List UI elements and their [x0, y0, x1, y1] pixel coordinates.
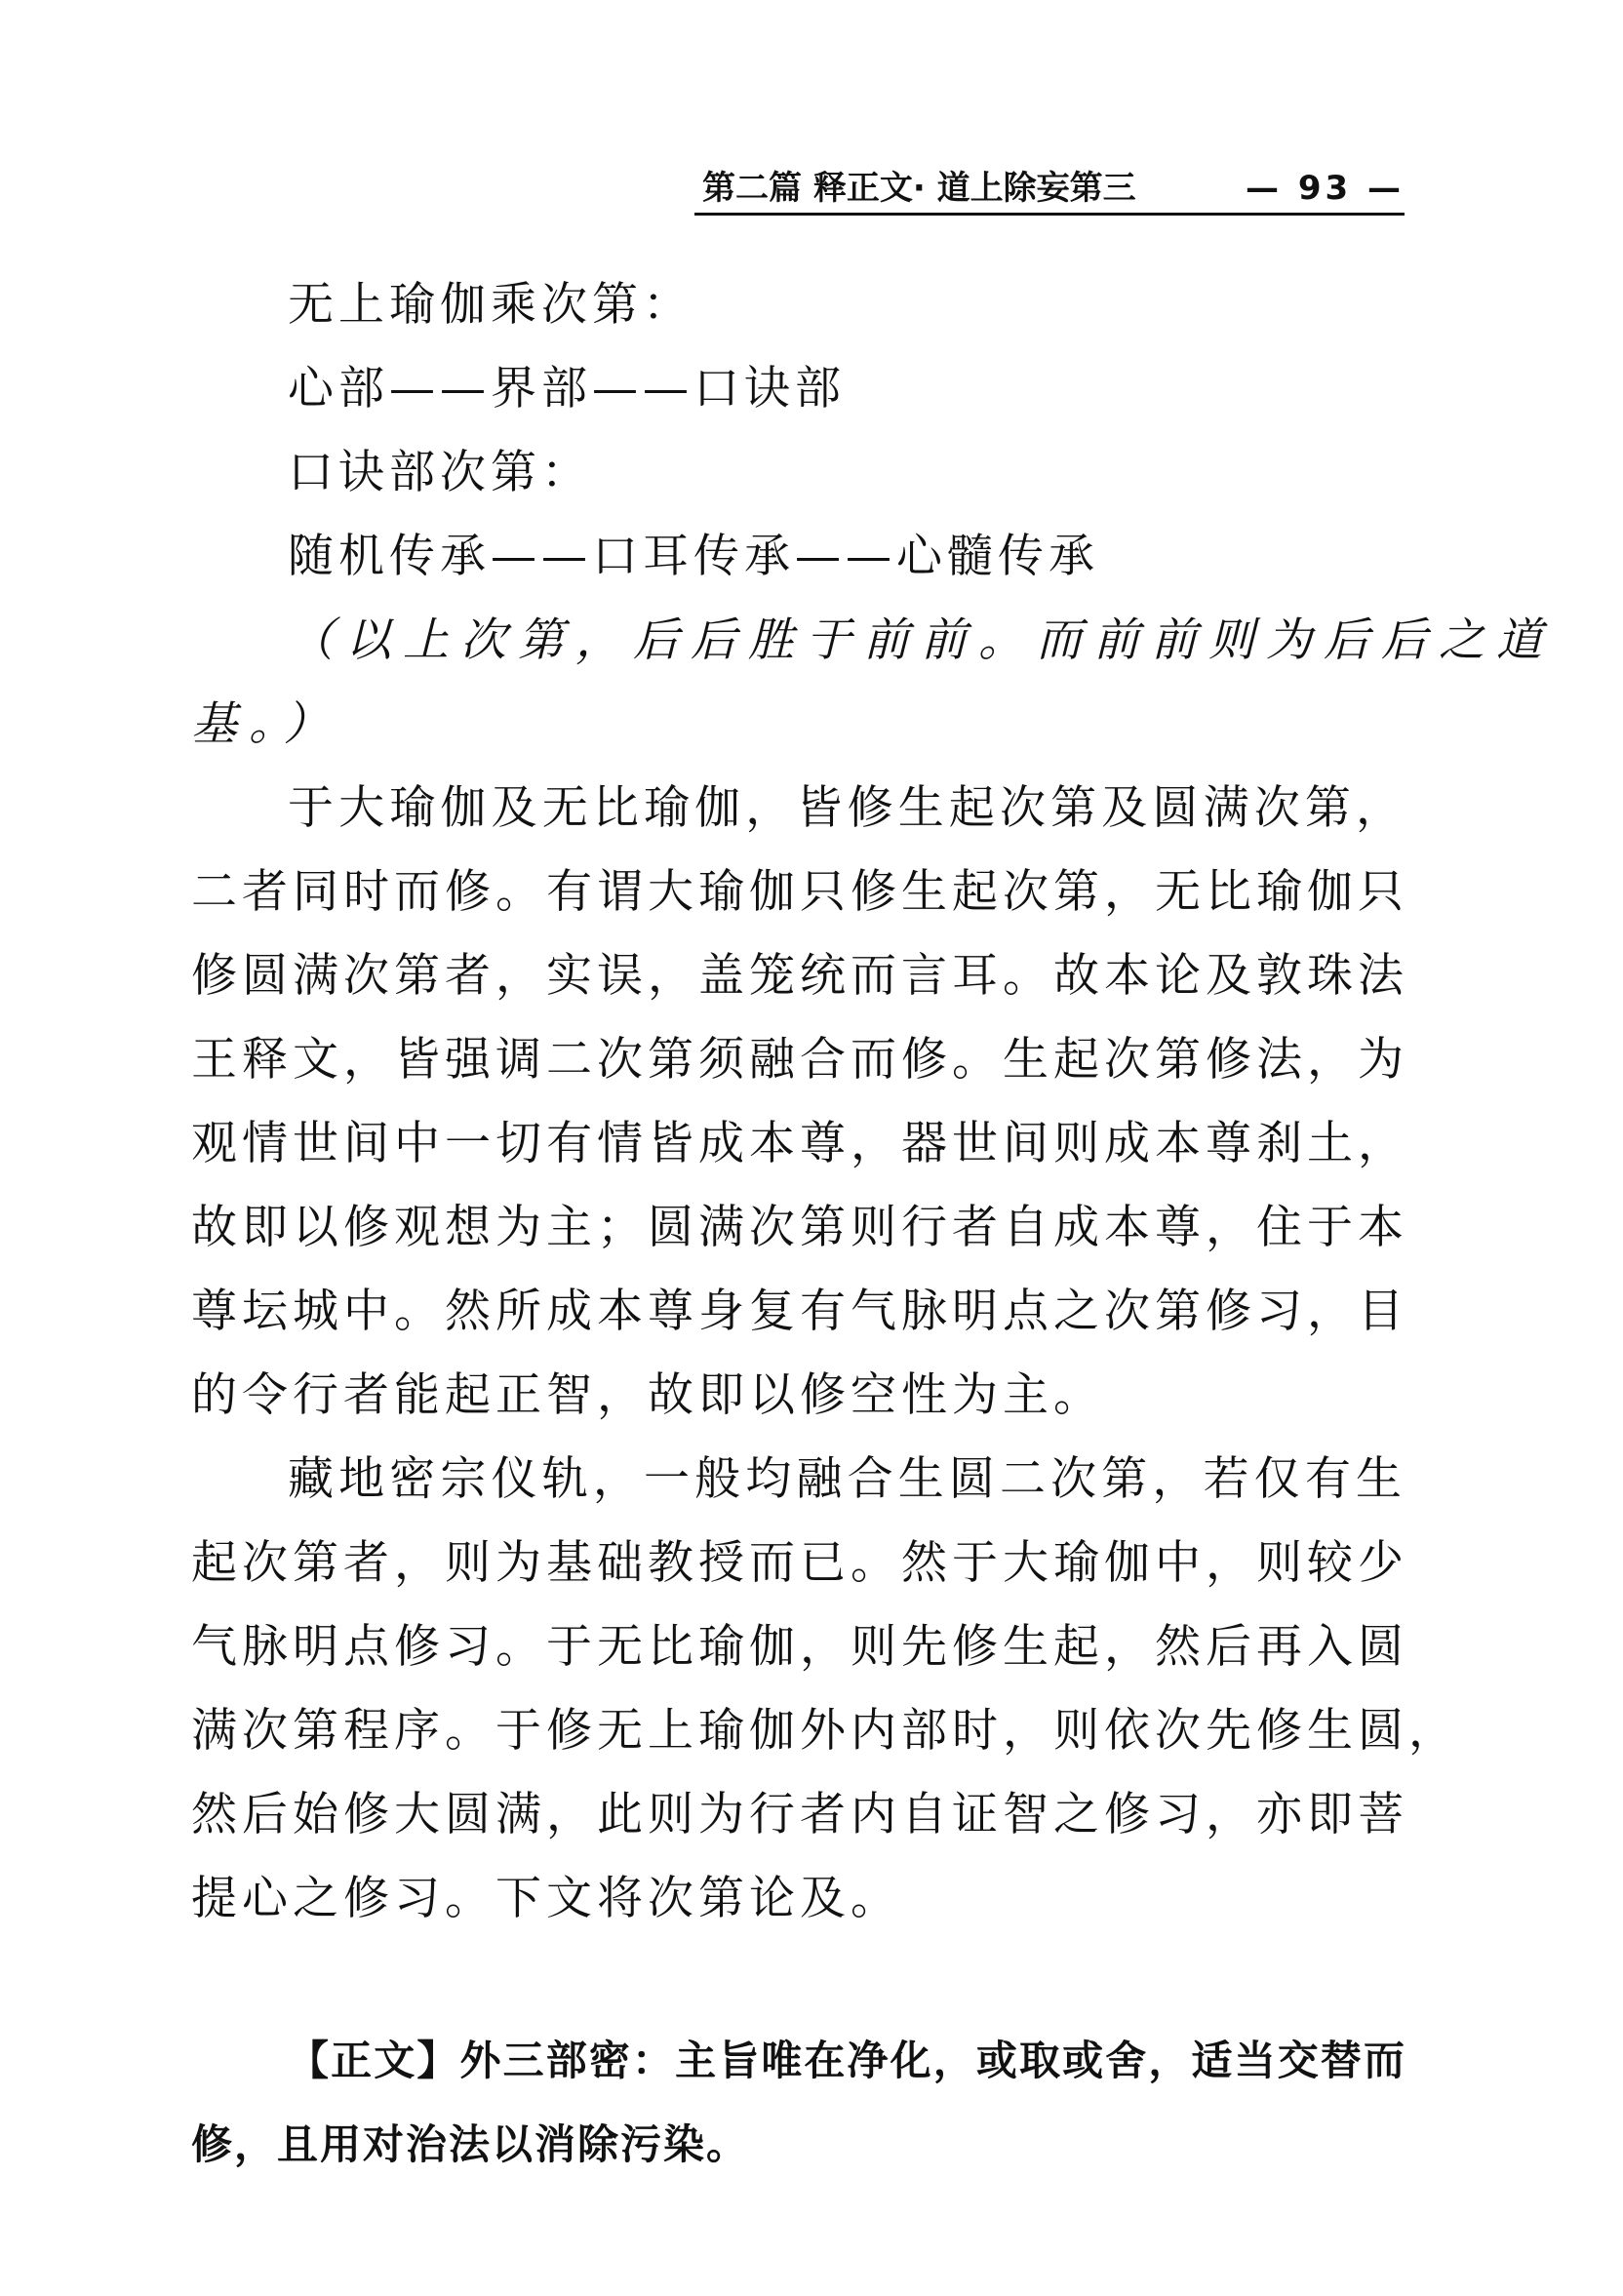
zhengwen-text: 外三部密：主旨唯在净化，或取或舍，适当交替而	[459, 2037, 1406, 2084]
zhengwen-block	[191, 2019, 1406, 2187]
text-line: 于大瑜伽及无比瑜伽，皆修生起次第及圆满次第，	[288, 781, 1406, 835]
text-line: 故即以修观想为主；圆满次第则行者自成本尊，住于本	[191, 1201, 1408, 1254]
page-number: — 93 —	[1246, 169, 1405, 208]
zhengwen-label: 【正文】	[288, 2037, 460, 2084]
text-line: 无上瑜伽乘次第：	[288, 278, 693, 332]
text-line: 基。）	[191, 697, 341, 751]
text-line: 口诀部次第：	[288, 446, 592, 499]
text-line: 心部——界部——口诀部	[288, 362, 846, 416]
text-line: 二者同时而修。有谓大瑜伽只修生起次第，无比瑜伽只	[191, 865, 1408, 919]
running-title: 第二篇 释正文· 道上除妄第三	[702, 169, 1136, 208]
text-line: （以上次第，后后胜于前前。而前前则为后后之道	[288, 614, 1554, 667]
text-line: 尊坛城中。然所成本尊身复有气脉明点之次第修习，目	[191, 1285, 1408, 1338]
text-line: 藏地密宗仪轨，一般均融合生圆二次第，若仅有生	[288, 1452, 1406, 1506]
body-text	[191, 263, 1554, 1941]
text-line: 满次第程序。于修无上瑜伽外内部时，则依次先修生圆，	[191, 1704, 1459, 1758]
text-line: 随机传承——口耳传承——心髓传承	[288, 530, 1099, 583]
running-header	[694, 164, 1405, 216]
zhengwen-line: 修，且用对治法以消除污染。	[191, 2120, 750, 2168]
text-line: 观情世间中一切有情皆成本尊，器世间则成本尊刹土，	[191, 1117, 1408, 1170]
text-line: 起次第者，则为基础教授而已。然于大瑜伽中，则较少	[191, 1536, 1408, 1590]
text-line: 提心之修习。下文将次第论及。	[191, 1872, 901, 1925]
text-line: 的令行者能起正智，故即以修空性为主。	[191, 1368, 1104, 1422]
text-line: 然后始修大圆满，此则为行者内自证智之修习，亦即菩	[191, 1788, 1408, 1841]
zhengwen-line	[191, 2019, 1406, 2103]
text-line: 王释文，皆强调二次第须融合而修。生起次第修法，为	[191, 1033, 1408, 1087]
text-line: 修圆满次第者，实误，盖笼统而言耳。故本论及敦珠法	[191, 949, 1408, 1003]
text-line: 气脉明点修习。于无比瑜伽，则先修生起，然后再入圆	[191, 1620, 1408, 1674]
